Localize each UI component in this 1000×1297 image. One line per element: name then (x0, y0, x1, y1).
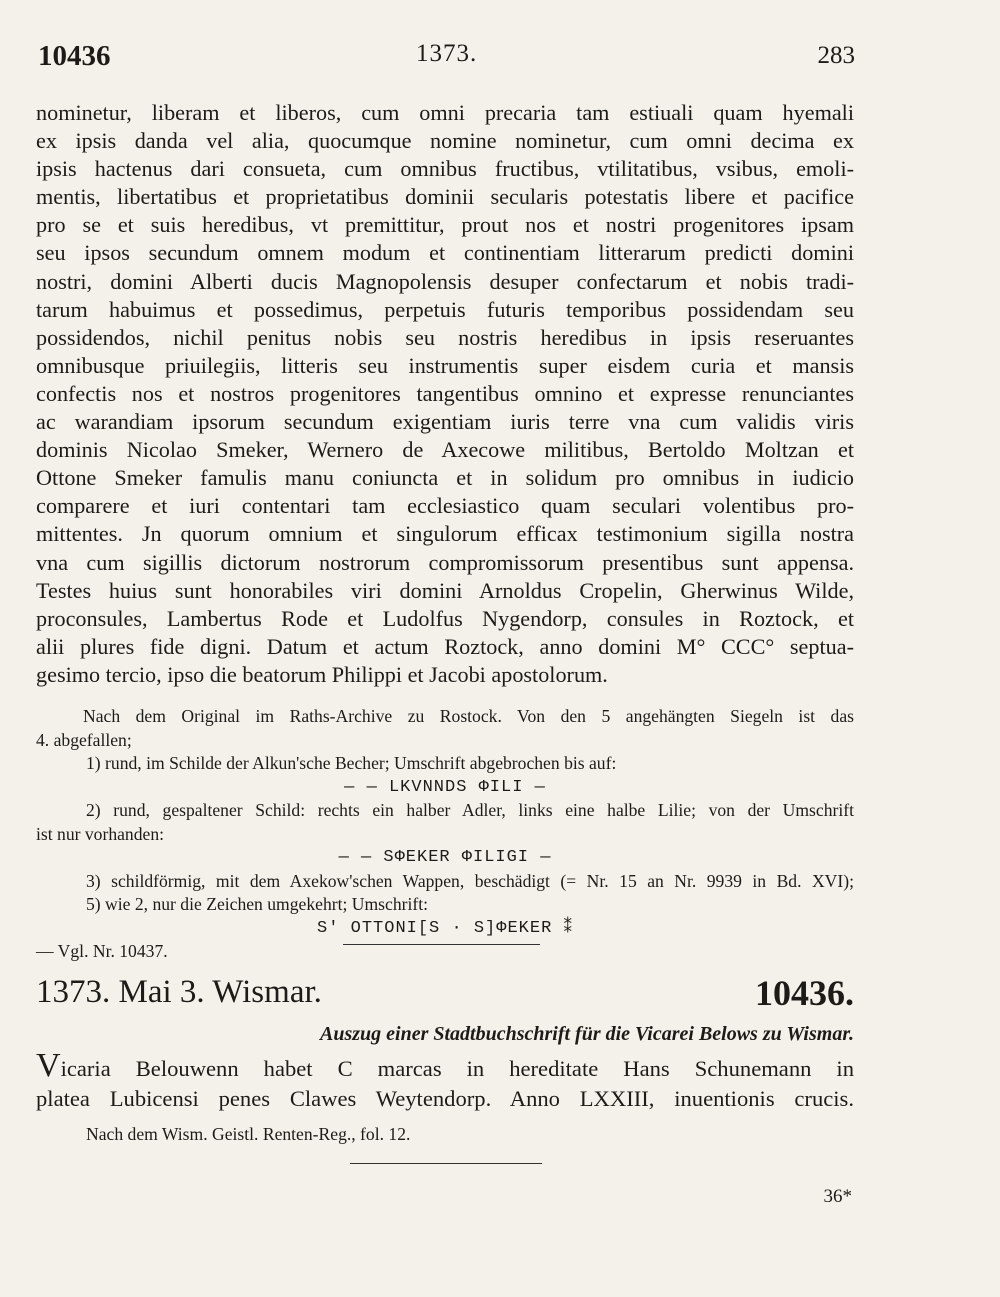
text-line: mittentes. Jn quorum omnium et singulorum efficax testimonium sigilla nostra (36, 521, 854, 547)
text-line: tarum habuimus et possedimus, perpetuis futuris temporibus possidendam seu (36, 296, 854, 322)
header-document-number: 10436 (38, 40, 111, 72)
entry-subtitle: Auszug einer Stadtbuchschrift für die Vicarei Belows zu Wismar. (319, 1023, 854, 1045)
seal-description-2-cont: ist nur vorhanden: (36, 823, 165, 844)
entry-text (36, 1047, 854, 1114)
signature-mark: 36* (823, 1186, 852, 1207)
text-line: omnibusque priuilegiis, litteris seu instrumentis super eisdem curia et mansis (36, 352, 854, 378)
entry-text-line: platea Lubicensi penes Clawes Weytendorp. Anno LXXIII, inuentionis crucis. (36, 1086, 854, 1111)
text-line: pro se et suis heredibus, vt premittitur, prout nos et nostri progenitores ipsam (36, 212, 854, 238)
text-line: alii plures fide digni. Datum et actum Roztock, anno domini M° CCC° septua- (36, 633, 854, 659)
header-page-number: 283 (817, 42, 855, 69)
seal-description-1: 1) rund, im Schilde der Alkun'sche Becher; Umschrift abgebrochen bis auf: (86, 753, 617, 773)
header-year: 1373. (416, 40, 478, 67)
cross-reference: — Vgl. Nr. 10437. (36, 941, 168, 961)
source-note-line: Nach dem Original im Raths-Archive zu Rostock. Von den 5 angehängten Siegeln ist das (83, 706, 854, 726)
section-divider (350, 1163, 542, 1164)
entry-number: 10436. (755, 973, 854, 1013)
text-line: nostri, domini Alberti ducis Magnopolensis desuper confectarum et nobis tradi- (36, 268, 854, 294)
apparatus-notes (36, 705, 854, 964)
main-text (36, 99, 854, 689)
entry-source-note: Nach dem Wism. Geistl. Renten-Reg., fol. 12. (86, 1124, 411, 1144)
text-line: seu ipsos secundum omnem modum et continentiam litterarum predicti domini (36, 240, 854, 266)
section-divider (343, 944, 540, 945)
entry-date-place: 1373. Mai 3. Wismar. (36, 974, 322, 1010)
text-line: Ottone Smeker famulis manu coniuncta et in solidum pro omnibus in iudicio (36, 465, 854, 491)
text-line: mentis, libertatibus et proprietatibus dominii secularis potestatis libere et pacifice (36, 184, 854, 210)
text-line: ac warandiam ipsorum secundum exigentiam iuris terre vna cum validis viris (36, 409, 854, 435)
text-line: nominetur, liberam et liberos, cum omni precaria tam estiuali quam hyemali (36, 100, 854, 125)
seal-legend-1: — — LKVNNDS ΦILI — (344, 777, 546, 797)
text-line: comparere et iuri contentari tam ecclesiastico quam seculari volentibus pro- (36, 493, 854, 519)
seal-description-5: 5) wie 2, nur die Zeichen umgekehrt; Umschrift: (86, 894, 428, 914)
entry-text-line: Vicaria Belouwenn habet C marcas in hereditate Hans Schunemann in (36, 1047, 854, 1084)
text-line: possidendos, nichil penitus nobis seu nostris heredibus in ipsis reseruantes (36, 324, 854, 350)
seal-legend-5: S' OTTONI[S · S]ΦEKER ⁑ (317, 918, 573, 938)
text-line: gesimo tercio, ipso die beatorum Philippi et Jacobi apostolorum. (36, 661, 608, 687)
text-line: proconsules, Lambertus Rode et Ludolfus Nygendorp, consules in Roztock, et (36, 605, 854, 631)
source-note-line: 4. abgefallen; (36, 729, 132, 750)
page-header (38, 40, 855, 76)
seal-description-2: 2) rund, gespaltener Schild: rechts ein halber Adler, links eine halbe Lilie; von der Umschrift (86, 800, 854, 820)
text-line: vna cum sigillis dictorum nostrorum compromissorum presentibus sunt appensa. (36, 549, 854, 575)
text-line: ex ipsis danda vel alia, quocumque nomine nominetur, cum omni decima ex (36, 128, 854, 154)
seal-description-3: 3) schildförmig, mit dem Axekow'schen Wappen, beschädigt (= Nr. 15 an Nr. 9939 in Bd. XVI); (86, 870, 854, 891)
text-line: confectis nos et nostros progenitores tangentibus omnino et expresse renunciantes (36, 380, 854, 406)
text-line: ipsis hactenus dari consueta, cum omnibus fructibus, vtilitatibus, vsibus, emoli- (36, 156, 854, 182)
seal-legend-2: — — SΦEKER ΦILIGI — (338, 848, 552, 867)
text-line: Testes huius sunt honorabiles viri domini Arnoldus Cropelin, Gherwinus Wilde, (36, 577, 854, 603)
text-line: dominis Nicolao Smeker, Wernero de Axecowe militibus, Bertoldo Moltzan et (36, 437, 854, 463)
drop-cap: V (36, 1047, 61, 1084)
entry-heading (36, 974, 854, 1016)
